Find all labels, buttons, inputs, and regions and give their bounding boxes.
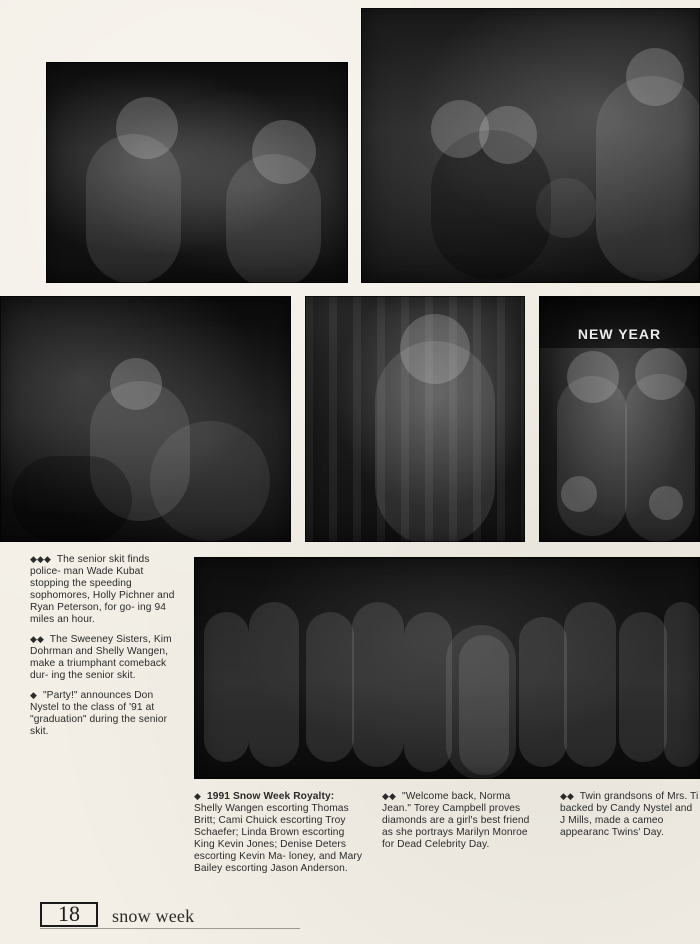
marilyn-head: [400, 314, 470, 384]
caption-text: Twin grandsons of Mrs. Ti backed by Candy Nystel and J Mills, made a cameo appearanc Twins' Day.: [560, 791, 699, 838]
bottom-captions: [194, 791, 700, 875]
caption-marker: ◆◆: [560, 791, 575, 802]
page-number: 18: [40, 902, 98, 927]
caption-text: The Sweeney Sisters, Kim Dohrman and Shelly Wangen, make a triumphant comeback dur- ing the senior skit.: [30, 634, 172, 681]
photo-snow-week-royalty: [194, 557, 700, 779]
sophomore-head-right: [479, 106, 537, 164]
person-right: [150, 421, 270, 541]
caption-lead: 1991 Snow Week Royalty:: [206, 791, 335, 802]
woman-left-head: [567, 351, 619, 403]
royalty-person-9: [664, 602, 700, 767]
royalty-person-2: [249, 602, 299, 767]
footer-rule: [40, 928, 300, 929]
left-captions: [30, 554, 182, 746]
caption-party-announcement: [30, 690, 182, 738]
announcer-head: [110, 358, 162, 410]
section-label: snow week: [112, 905, 195, 926]
king-seated: [459, 635, 509, 775]
twin-1-head: [561, 476, 597, 512]
caption-text: "Welcome back, Norma Jean." Torey Campbell proves diamonds are a girl's best friend as she portrays Marilyn Monroe for Dead Celebrity Day.: [382, 791, 530, 850]
podium: [12, 456, 132, 542]
photo-party-announcement: [0, 296, 291, 542]
caption-marilyn: [382, 791, 542, 875]
police-officer-head: [626, 48, 684, 106]
caption-senior-skit-police: [30, 554, 182, 626]
caption-marker: ◆◆◆: [30, 554, 52, 565]
steering-wheel: [536, 178, 596, 238]
caption-royalty: [194, 791, 364, 875]
royalty-person-7: [564, 602, 616, 767]
twin-2-head: [649, 486, 683, 520]
caption-marker: ◆: [194, 791, 202, 802]
caption-marker: ◆◆: [382, 791, 397, 802]
royalty-person-6: [519, 617, 567, 767]
performer-right-head: [252, 120, 316, 184]
royalty-person-4: [352, 602, 404, 767]
caption-text: The senior skit finds police- man Wade Kubat stopping the speeding sophomores, Holly Pichner and Ryan Peterson, for go- ing 94 miles an hour.: [30, 554, 175, 625]
photo-marilyn-monroe: [305, 296, 525, 542]
page-footer: [40, 900, 310, 928]
new-year-banner: NEW YEAR: [539, 296, 700, 348]
royalty-person-5: [404, 612, 452, 772]
caption-text: Shelly Wangen escorting Thomas Britt; Cami Chuick escorting Troy Schaefer; Linda Brown escorting King Kevin Jones; Denise Deters escorting Kevin Ma- loney, and Mary Bailey escorting Jason Anderson.: [194, 803, 363, 874]
caption-marker: ◆: [30, 690, 38, 701]
royalty-person-1: [204, 612, 249, 762]
photo-twins-day: [539, 296, 700, 542]
caption-twins: [560, 791, 700, 875]
caption-marker: ◆◆: [30, 634, 45, 645]
person-right-head: [635, 348, 687, 400]
photo-police-skit: [361, 8, 700, 283]
photo-sweeney-sisters: [46, 62, 348, 283]
caption-sweeney-sisters: [30, 634, 182, 682]
royalty-person-3: [306, 612, 354, 762]
performer-left-head: [116, 97, 178, 159]
police-officer: [596, 76, 700, 281]
royalty-person-8: [619, 612, 667, 762]
caption-text: "Party!" announces Don Nystel to the class of '91 at "graduation" during the senior skit.: [30, 690, 168, 737]
